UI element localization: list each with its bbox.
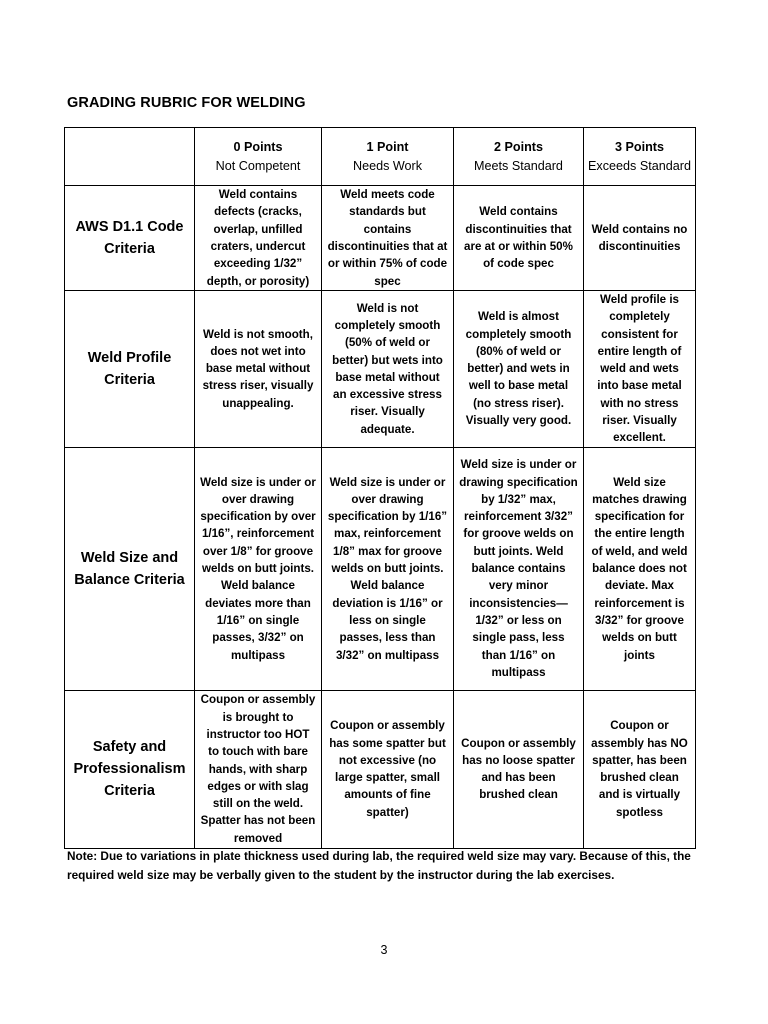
rubric-header-row (65, 128, 696, 186)
cell-text: Coupon or assembly has no loose spatter and has been brushed clean (461, 736, 576, 802)
criteria-cell (65, 690, 195, 848)
cell-text: Weld size is under or over drawing specification by 1/16” max, reinforcement 1/8” max for groove welds on butt joints. Weld balance deviation is 1/16” or less on single passes, less than 3/32” on multipass (327, 475, 448, 662)
cell-text: Weld size is under or drawing specification by 1/32” max, reinforcement 3/32” for groove welds on butt joints. Weld balance contains very minor inconsistencies— 1/32” or less on single pass, less than 1/16” on multipass (459, 458, 578, 679)
score-cell-3 (584, 447, 696, 690)
header-level-label: Exceeds Standard (588, 158, 691, 173)
rubric-row-safety (65, 690, 696, 848)
rubric-row-aws-code (65, 186, 696, 291)
score-cell-0 (195, 291, 322, 448)
cell-text: Weld is not completely smooth (50% of weld or better) but wets into base metal without an excessive stress riser. Visually adequate. (332, 301, 443, 436)
header-level-label: Meets Standard (474, 158, 563, 173)
cell-text: Weld meets code standards but contains discontinuities that at or within 75% of code spec (327, 188, 448, 288)
document-title: GRADING RUBRIC FOR WELDING (67, 95, 306, 111)
rubric-row-weld-profile (65, 291, 696, 448)
cell-text: Weld is almost completely smooth (80% of weld or better) and wets in well to base metal (no stress riser). Visually very good. (465, 310, 572, 428)
cell-text: Weld contains discontinuities that are at or within 50% of code spec (464, 205, 573, 271)
page-number: 3 (380, 943, 388, 957)
criteria-label: Weld Size and Balance Criteria (74, 549, 185, 588)
criteria-label: Safety and Professionalism Criteria (73, 739, 186, 800)
cell-text: Weld contains defects (cracks, overlap, unfilled craters, undercut exceeding 1/32” depth, or porosity) (206, 188, 310, 288)
score-cell-0 (195, 186, 322, 291)
header-points-label: 1 Point (366, 139, 409, 154)
cell-text: Coupon or assembly is brought to instructor too HOT to touch with bare hands, with sharp edges or with slag still on the weld. Spatter has not been removed (200, 693, 316, 845)
cell-text: Coupon or assembly has some spatter but not excessive (no large spatter, small amounts of fine spatter) (329, 719, 446, 819)
score-cell-0 (195, 447, 322, 690)
score-cell-1 (322, 291, 454, 448)
score-cell-3 (584, 186, 696, 291)
score-cell-1 (322, 186, 454, 291)
lab-note: Note: Due to variations in plate thickness used during lab, the required weld size may vary. Because of this, the required weld size may be verbally given to the student by the instructor during the lab exercises. (67, 849, 691, 882)
score-cell-3 (584, 690, 696, 848)
header-criteria-cell (65, 128, 195, 186)
header-level-label: Needs Work (352, 158, 423, 173)
score-cell-1 (322, 690, 454, 848)
score-cell-1 (322, 447, 454, 690)
criteria-cell (65, 291, 195, 448)
cell-text: Weld contains no discontinuities (591, 222, 688, 253)
cell-text: Weld size matches drawing specification for the entire length of weld, and weld balance does not deviate. Max reinforcement is 3/32” for groove welds on butt joints (591, 475, 688, 662)
header-points-label: 3 Points (615, 139, 664, 154)
header-0-points (195, 128, 322, 186)
score-cell-2 (454, 291, 584, 448)
criteria-cell (65, 447, 195, 690)
header-points-label: 2 Points (494, 139, 543, 154)
header-2-points (454, 128, 584, 186)
criteria-cell (65, 186, 195, 291)
header-level-label: Not Competent (215, 158, 301, 173)
criteria-label: AWS D1.1 Code Criteria (75, 219, 184, 257)
header-points-label: 0 Points (233, 139, 283, 154)
rubric-row-weld-size (65, 447, 696, 690)
cell-text: Coupon or assembly has NO spatter, has been brushed clean and is virtually spotless (591, 719, 688, 819)
score-cell-2 (454, 690, 584, 848)
score-cell-2 (454, 186, 584, 291)
score-cell-3 (584, 291, 696, 448)
criteria-label: Weld Profile Criteria (87, 349, 172, 388)
cell-text: Weld profile is completely consistent for entire length of weld and wets into base metal with no stress riser. Visually excellent. (597, 293, 682, 445)
cell-text: Weld size is under or over drawing specification by over 1/16”, reinforcement over 1/8” for groove welds on butt joints. Weld balance deviates more than 1/16” on single passes, 3/32” on multipass (200, 475, 316, 662)
grading-rubric-table (64, 127, 696, 849)
score-cell-2 (454, 447, 584, 690)
score-cell-0 (195, 690, 322, 848)
header-1-point (322, 128, 454, 186)
header-3-points (584, 128, 696, 186)
cell-text: Weld is not smooth, does not wet into base metal without stress riser, visually unappealing. (202, 327, 314, 410)
